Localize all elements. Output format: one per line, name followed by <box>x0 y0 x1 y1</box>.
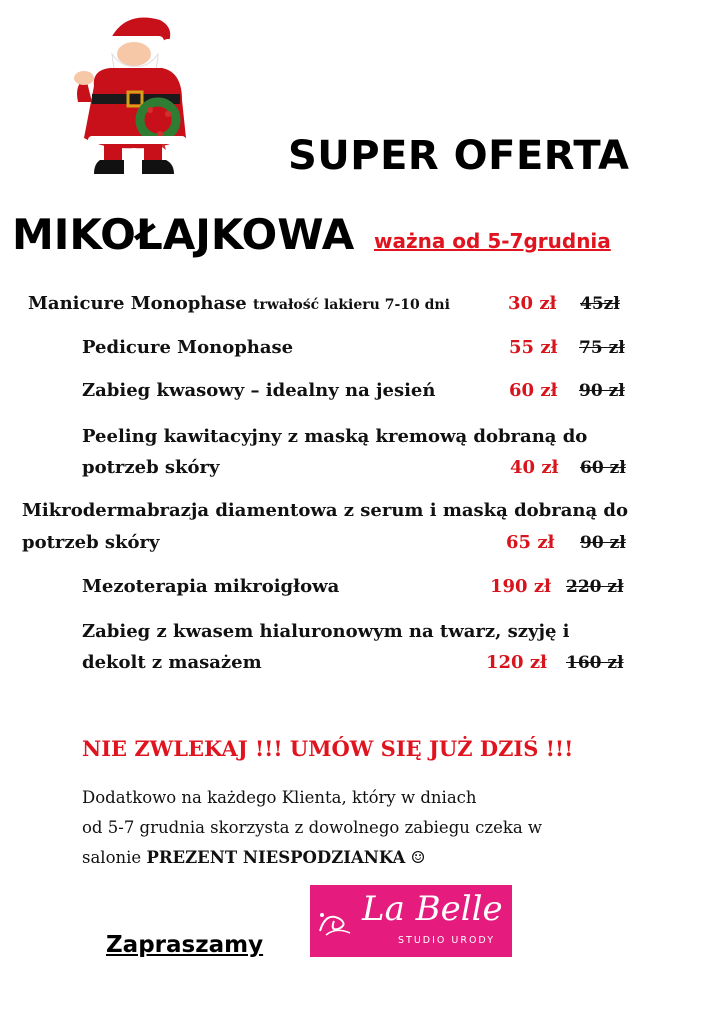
gift-highlight: PREZENT NIESPODZIANKA <box>146 848 406 867</box>
offer-name: Pedicure Monophase <box>82 337 294 358</box>
offer-old-price: 90 zł <box>580 533 626 553</box>
offer-name-line1: Peeling kawitacyjny z maską kremową dobraną do <box>82 426 588 447</box>
note-line1: Dodatkowo na każdego Klienta, który w dniach <box>82 788 477 807</box>
offer-price: 30 zł <box>508 293 557 314</box>
offer-old-price: 75 zł <box>579 338 625 358</box>
offer-old-price: 90 zł <box>579 381 625 401</box>
offer-title-line2: MIKOŁAJKOWA <box>12 210 355 259</box>
flourish-icon <box>316 901 366 941</box>
offer-name: Zabieg kwasowy – idealny na jesień <box>82 380 436 401</box>
offer-name: Manicure Monophase <box>28 293 247 314</box>
logo-script-text: La Belle <box>362 889 503 929</box>
offer-old-price: 60 zł <box>580 458 626 478</box>
offer-detail: trwałość lakieru 7-10 dni <box>253 297 450 313</box>
offer-price: 120 zł <box>486 652 547 673</box>
validity-dates: ważna od 5-7grudnia <box>374 229 611 253</box>
offer-name-line2: potrzeb skóry <box>82 457 220 478</box>
logo-subtitle: STUDIO URODY <box>398 935 496 946</box>
offer-price: 40 zł <box>510 457 559 478</box>
offer-title-line1: SUPER OFERTA <box>288 133 630 179</box>
note-line3 <box>82 848 425 867</box>
offer-name: Mezoterapia mikroigłowa <box>82 576 340 597</box>
offer-old-price: 220 zł <box>566 577 624 597</box>
offer-old-price: 160 zł <box>566 653 624 673</box>
brand-logo <box>310 885 512 957</box>
offer-name-line2: dekolt z masażem <box>82 652 262 673</box>
offer-name-line1: Zabieg z kwasem hialuronowym na twarz, szyję i <box>82 621 570 642</box>
offer-item <box>28 293 450 314</box>
note-line3-prefix: salonie <box>82 848 147 867</box>
offer-price: 55 zł <box>509 337 558 358</box>
offer-old-price: 45zł <box>580 294 620 314</box>
offer-name-line1: Mikrodermabrazja diamentowa z serum i maską dobraną do <box>22 500 629 521</box>
santa-claus-icon <box>70 10 200 178</box>
offer-price: 65 zł <box>506 532 555 553</box>
offer-name-line2: potrzeb skóry <box>22 532 160 553</box>
call-to-action: NIE ZWLEKAJ !!! UMÓW SIĘ JUŻ DZIŚ !!! <box>82 736 574 761</box>
invite-text: Zapraszamy <box>106 932 264 958</box>
offer-price: 190 zł <box>490 576 551 597</box>
note-line2: od 5-7 grudnia skorzysta z dowolnego zabiegu czeka w <box>82 818 543 837</box>
smiley-icon: ☺ <box>410 848 426 867</box>
offer-price: 60 zł <box>509 380 558 401</box>
